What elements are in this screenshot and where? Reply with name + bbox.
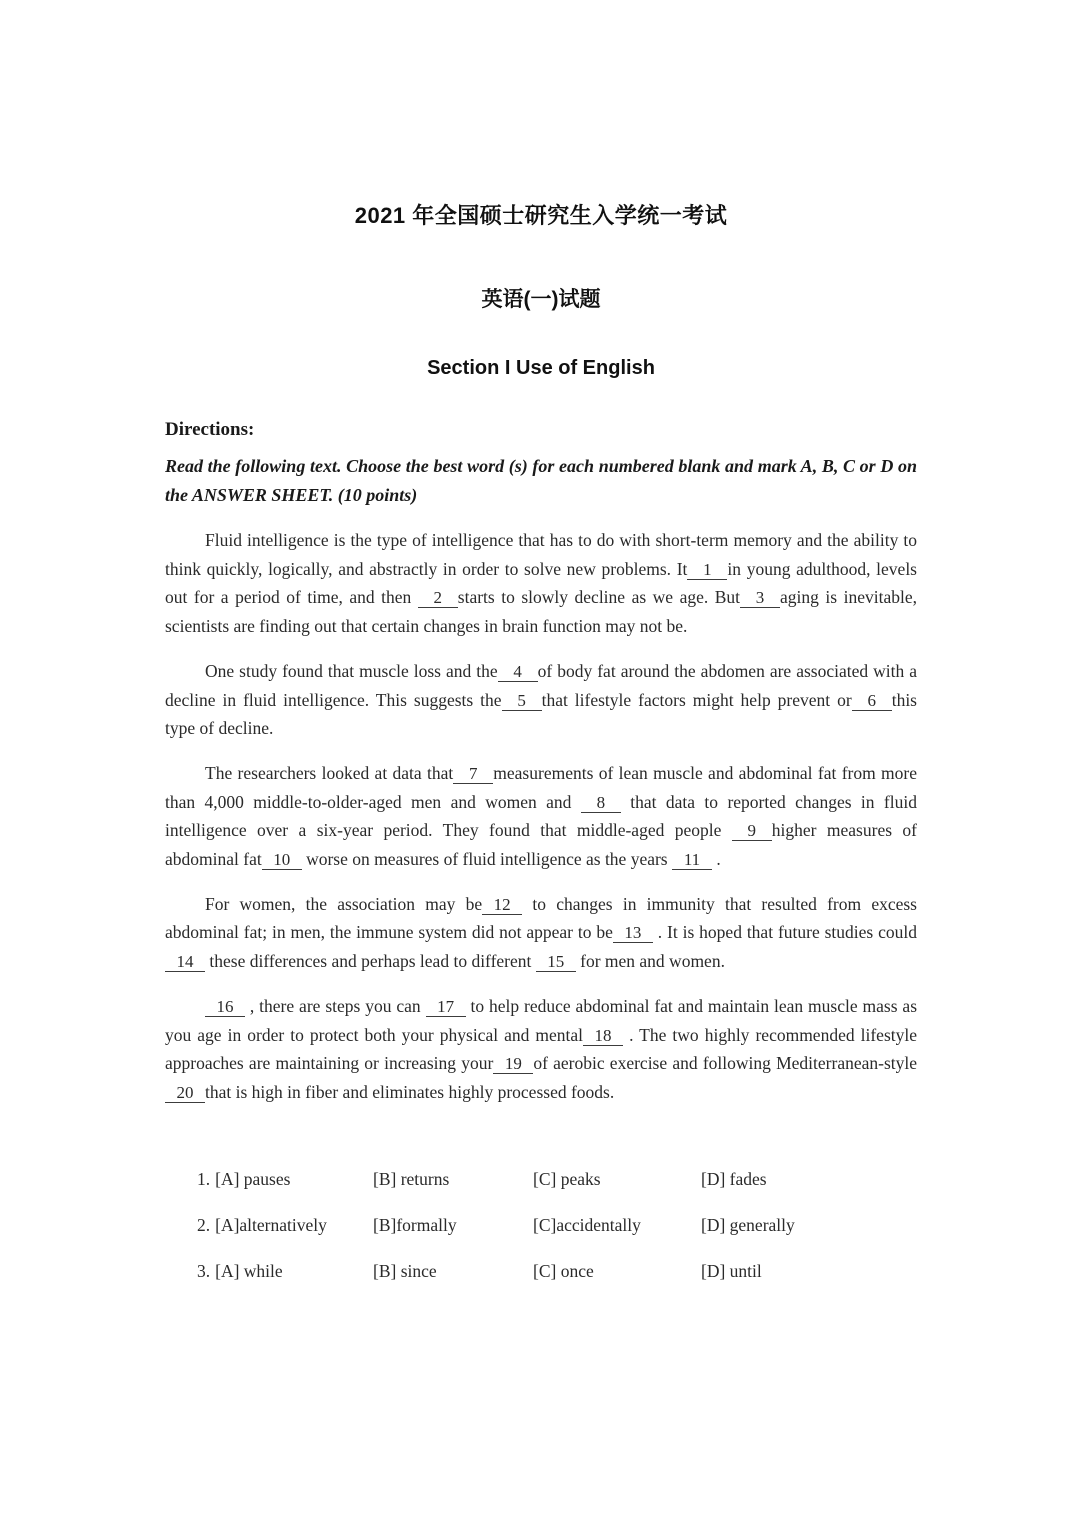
blank-15: 15	[536, 952, 576, 972]
blank-14: 14	[165, 952, 205, 972]
question-1-number: 1.	[197, 1168, 211, 1189]
question-2-choice-d: [D] generally	[701, 1214, 795, 1235]
answer-options-list	[165, 1169, 917, 1281]
exam-subtitle: 英语(一)试题	[481, 288, 601, 311]
blank-12: 12	[482, 895, 522, 915]
question-3-number: 3.	[197, 1260, 211, 1281]
blank-20: 20	[165, 1083, 205, 1103]
blank-10: 10	[262, 850, 302, 870]
blank-13: 13	[613, 923, 653, 943]
blank-5: 5	[502, 691, 542, 711]
blank-3: 3	[740, 588, 780, 608]
blank-6: 6	[852, 691, 892, 711]
blank-4: 4	[498, 662, 538, 682]
passage-paragraph-4: For women, the association may be 12 to changes in immunity that resulted from excess abdominal fat; in men, the immune system did not appear to be 13 . It is hoped that future studies could 14 these differences and perhaps lead to different 15 for men and women.	[165, 893, 917, 972]
question-row-1	[197, 1169, 917, 1189]
blank-1: 1	[687, 560, 727, 580]
directions-label: Directions:	[165, 419, 255, 440]
question-3-choice-b: [B] since	[373, 1260, 437, 1281]
question-1-choice-d: [D] fades	[701, 1168, 767, 1189]
question-3-choice-c: [C] once	[533, 1260, 594, 1281]
section-heading: Section I Use of English	[427, 357, 655, 379]
question-1-choice-c: [C] peaks	[533, 1168, 601, 1189]
question-row-2	[197, 1215, 917, 1235]
question-3-choice-a: 3. [A] while	[197, 1260, 283, 1281]
blank-11: 11	[672, 850, 712, 870]
blank-16: 16	[205, 997, 245, 1017]
question-1-choice-a: 1. [A] pauses	[197, 1168, 291, 1189]
question-1-choice-b: [B] returns	[373, 1168, 450, 1189]
blank-7: 7	[453, 764, 493, 784]
blank-18: 18	[583, 1026, 623, 1046]
blank-8: 8	[581, 793, 621, 813]
question-2-choice-b: [B]formally	[373, 1214, 457, 1235]
question-3-choice-d: [D] until	[701, 1260, 762, 1281]
question-row-3	[197, 1261, 917, 1281]
passage-paragraph-2: One study found that muscle loss and the 4 of body fat around the abdomen are associated with a decline in fluid intelligence. This suggests the 5 that lifestyle factors might help prevent or 6 this type of decline.	[165, 660, 917, 739]
blank-17: 17	[426, 997, 466, 1017]
question-2-choice-c: [C]accidentally	[533, 1214, 641, 1235]
question-2-number: 2.	[197, 1214, 211, 1235]
blank-9: 9	[732, 821, 772, 841]
passage-paragraph-1: Fluid intelligence is the type of intelligence that has to do with short-term memory and the ability to think quickly, logically, and abstractly in order to solve new problems. It 1 in young adulthood, levels out for a period of time, and then 2 starts to slowly decline as we age. But 3 aging is inevitable, scientists are finding out that certain changes in brain function may not be.	[165, 530, 917, 637]
question-2-choice-a: 2. [A]alternatively	[197, 1214, 327, 1235]
blank-2: 2	[418, 588, 458, 608]
exam-title: 2021 年全国硕士研究生入学统一考试	[354, 203, 728, 228]
passage-paragraph-5: 16 , there are steps you can 17 to help reduce abdominal fat and maintain lean muscle mass as you age in order to protect both your physical and mental 18 . The two highly recommended lifestyle approaches are maintaining or increasing your 19 of aerobic exercise and following Mediterranean-style20 that is high in fiber and eliminates highly processed foods.	[165, 995, 918, 1102]
blank-19: 19	[493, 1054, 533, 1074]
passage-paragraph-3: The researchers looked at data that 7 measurements of lean muscle and abdominal fat from more than 4,000 middle-to-older-aged men and women and 8 that data to reported changes in fluid intelligence over a six-year period. They found that middle-aged people 9 higher measures of abdominal fat 10 worse on measures of fluid intelligence as the years 11 .	[165, 762, 918, 870]
directions-text: Read the following text. Choose the best word (s) for each numbered blank and mark A, B, C or D on the ANSWER SHEET. (10 points)	[165, 456, 917, 505]
